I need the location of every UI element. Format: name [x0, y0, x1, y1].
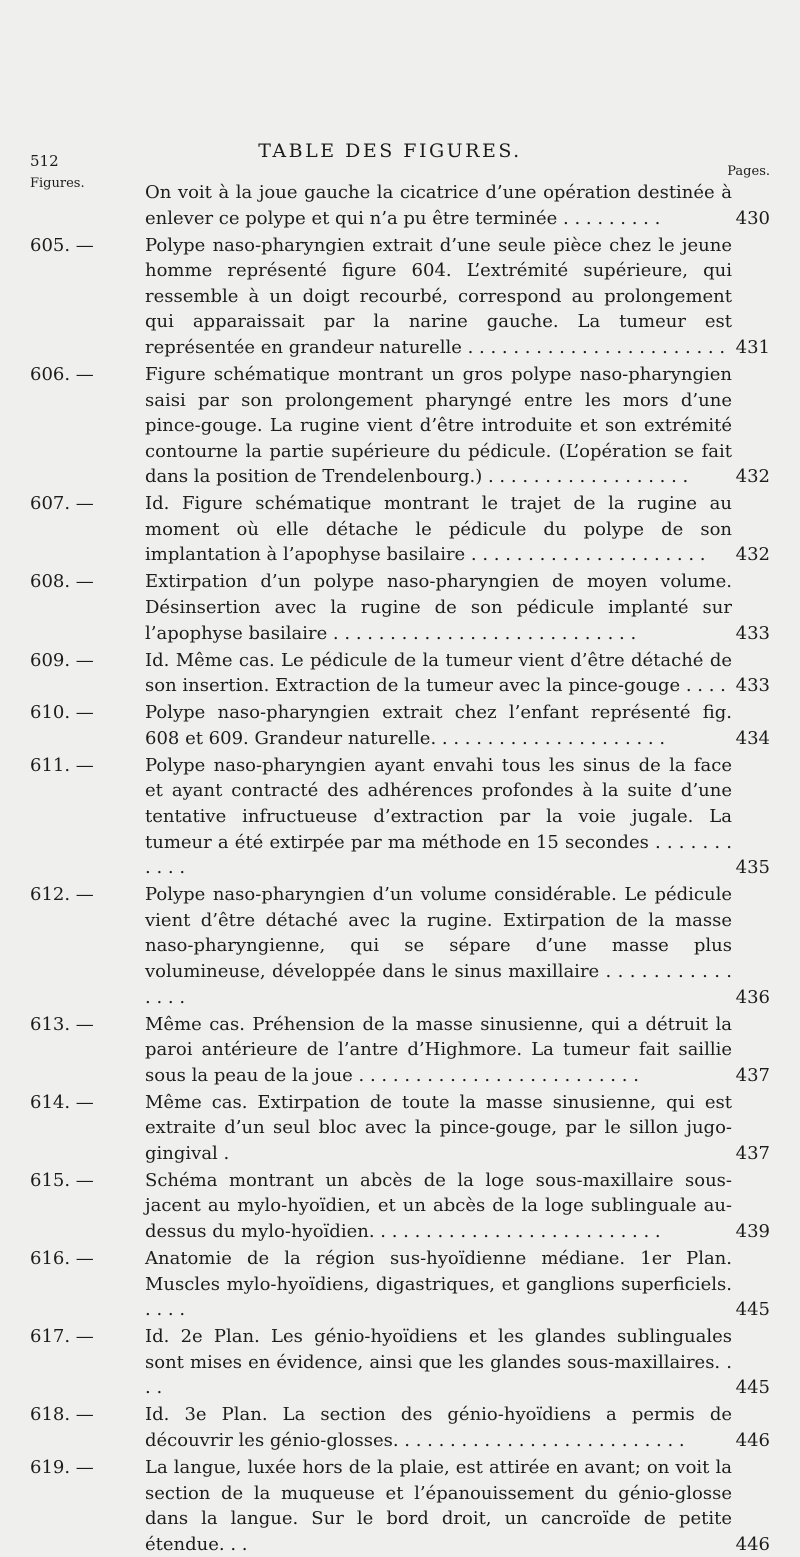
- figure-number: 607. —: [30, 493, 94, 515]
- list-item: [30, 362, 770, 490]
- figure-caption: Extirpation d’un polype naso-pharyngien de moyen volume. Désinsertion avec la rugine de son pédicule implanté sur l’apophyse basilaire . . . . . . . . . . . . . . . . . . . . . . . . . . .: [145, 571, 732, 644]
- figure-number: 616. —: [30, 1248, 94, 1270]
- page-reference: 432: [735, 544, 770, 566]
- pages-column-label: Pages.: [727, 164, 770, 179]
- list-item: [30, 882, 770, 1010]
- figure-caption: Polype naso-pharyngien ayant envahi tous les sinus de la face et ayant contracté des adhérences profondes à la suite d’une tentative infructueuse d’extraction par la voie jugale. La tumeur a été extirpée par ma méthode en 15 secondes . . . . . . . . . . .: [145, 754, 732, 879]
- figure-number: 615. —: [30, 1169, 94, 1191]
- page-reference: 446: [735, 1429, 770, 1451]
- page-reference: 437: [735, 1064, 770, 1086]
- list-item: [30, 1168, 770, 1245]
- list-item: [30, 233, 770, 361]
- list-item: [30, 1246, 770, 1323]
- figure-number: 610. —: [30, 702, 94, 724]
- page-title: TABLE DES FIGURES.: [258, 140, 522, 162]
- figure-caption: Même cas. Extirpation de toute la masse sinusienne, qui est extraite d’un seul bloc avec la pince-gouge, par le sillon jugo-gingival .: [145, 1091, 732, 1164]
- figure-number: 618. —: [30, 1404, 94, 1426]
- figure-caption: La langue, luxée hors de la plaie, est attirée en avant; on voit la section de la muqueuse et l’épanouissement du génio-glosse dans la langue. Sur le bord droit, un cancroïde de petite étendue. . .: [145, 1456, 732, 1555]
- page-reference: 445: [735, 1377, 770, 1399]
- figure-number: 609. —: [30, 649, 94, 671]
- list-item: [30, 180, 770, 231]
- figure-caption: On voit à la joue gauche la cicatrice d’une opération destinée à enlever ce polype et qui n’a pu être terminée . . . . . . . . .: [145, 182, 732, 229]
- list-item: [30, 569, 770, 646]
- page-number: 512: [30, 152, 59, 170]
- page-reference: 435: [735, 857, 770, 879]
- list-item: [30, 700, 770, 751]
- list-item: [30, 648, 770, 699]
- page-reference: 433: [735, 622, 770, 644]
- figure-number: 605. —: [30, 234, 94, 256]
- page-reference: 437: [735, 1142, 770, 1164]
- list-item: [30, 1324, 770, 1401]
- page-reference: 436: [735, 986, 770, 1008]
- figure-caption: Figure schématique montrant un gros polype naso-pharyngien saisi par son prolongement pharyngé entre les mors d’une pince-gouge. La rugine vient d’être introduite et son extrémité contourne la partie supérieure du pédicule. (L’opération se fait dans la position de Trendelenbourg.) . . . . . . . . . . . . . . . . . .: [145, 363, 732, 488]
- page-reference: 433: [735, 675, 770, 697]
- page-reference: 431: [735, 336, 770, 358]
- figure-caption: Id. 3e Plan. La section des génio-hyoïdiens a permis de découvrir les génio-glosses. . . . . . . . . . . . . . . . . . . . . . . . . .: [145, 1404, 732, 1451]
- list-item: [30, 1402, 770, 1453]
- figure-number: 612. —: [30, 884, 94, 906]
- list-item: [30, 753, 770, 881]
- figure-number: 619. —: [30, 1456, 94, 1478]
- figure-number: 608. —: [30, 571, 94, 593]
- figure-caption: Id. Figure schématique montrant le trajet de la rugine au moment où elle détache le pédicule du polype de son implantation à l’apophyse basilaire . . . . . . . . . . . . . . . . . . . . .: [145, 493, 732, 566]
- page-reference: 446: [735, 1533, 770, 1555]
- figure-number: 606. —: [30, 363, 94, 385]
- figure-caption: Polype naso-pharyngien extrait d’une seule pièce chez le jeune homme représenté figure 604. L’extrémité supérieure, qui ressemble à un doigt recourbé, correspond au prolongement qui apparaissait par la narine gauche. La tumeur est représentée en grandeur naturelle . . . . . . . . . . . . . . . . . . . . . . .: [145, 234, 732, 358]
- list-item: [30, 1090, 770, 1167]
- figure-caption: Id. 2e Plan. Les génio-hyoïdiens et les glandes sublinguales sont mises en évidence, ainsi que les glandes sous-maxillaires. . . .: [145, 1326, 732, 1399]
- figures-column-label: Figures.: [30, 176, 85, 191]
- figure-caption: Id. Même cas. Le pédicule de la tumeur vient d’être détaché de son insertion. Extraction de la tumeur avec la pince-gouge . . . .: [145, 649, 732, 697]
- figure-number: 614. —: [30, 1091, 94, 1113]
- figure-caption: Polype naso-pharyngien d’un volume considérable. Le pédicule vient d’être détaché avec la rugine. Extirpation de la masse naso-pharyngienne, qui se sépare d’une masse plus volumineuse, développée dans le sinus maxillaire . . . . . . . . . . . . . . .: [145, 884, 732, 1008]
- figure-caption: Même cas. Préhension de la masse sinusienne, qui a détruit la paroi antérieure de l’antre d’Highmore. La tumeur fait saillie sous la peau de la joue . . . . . . . . . . . . . . . . . . . . . . . . .: [145, 1013, 732, 1086]
- page-reference: 434: [735, 727, 770, 749]
- page-reference: 432: [735, 466, 770, 488]
- list-item: [30, 1455, 770, 1557]
- page-reference: 430: [735, 207, 770, 229]
- figure-number: 617. —: [30, 1326, 94, 1348]
- list-item: [30, 491, 770, 568]
- list-item: [30, 1012, 770, 1089]
- figure-number: 613. —: [30, 1013, 94, 1035]
- page-reference: 445: [735, 1299, 770, 1321]
- page-reference: 439: [735, 1221, 770, 1243]
- figure-caption: Polype naso-pharyngien extrait chez l’enfant représenté fig. 608 et 609. Grandeur naturelle. . . . . . . . . . . . . . . . . . . . .: [145, 702, 732, 749]
- figure-caption: Anatomie de la région sus-hyoïdienne médiane. 1er Plan. Muscles mylo-hyoïdiens, digastriques, et ganglions superficiels. . . . .: [145, 1248, 732, 1321]
- figure-caption: Schéma montrant un abcès de la loge sous-maxillaire sous-jacent au mylo-hyoïdien, et un abcès de la loge sublinguale au-dessus du mylo-hyoïdien. . . . . . . . . . . . . . . . . . . . . . . . . .: [145, 1169, 732, 1243]
- figure-number: 611. —: [30, 754, 94, 776]
- figure-list: [30, 180, 770, 1557]
